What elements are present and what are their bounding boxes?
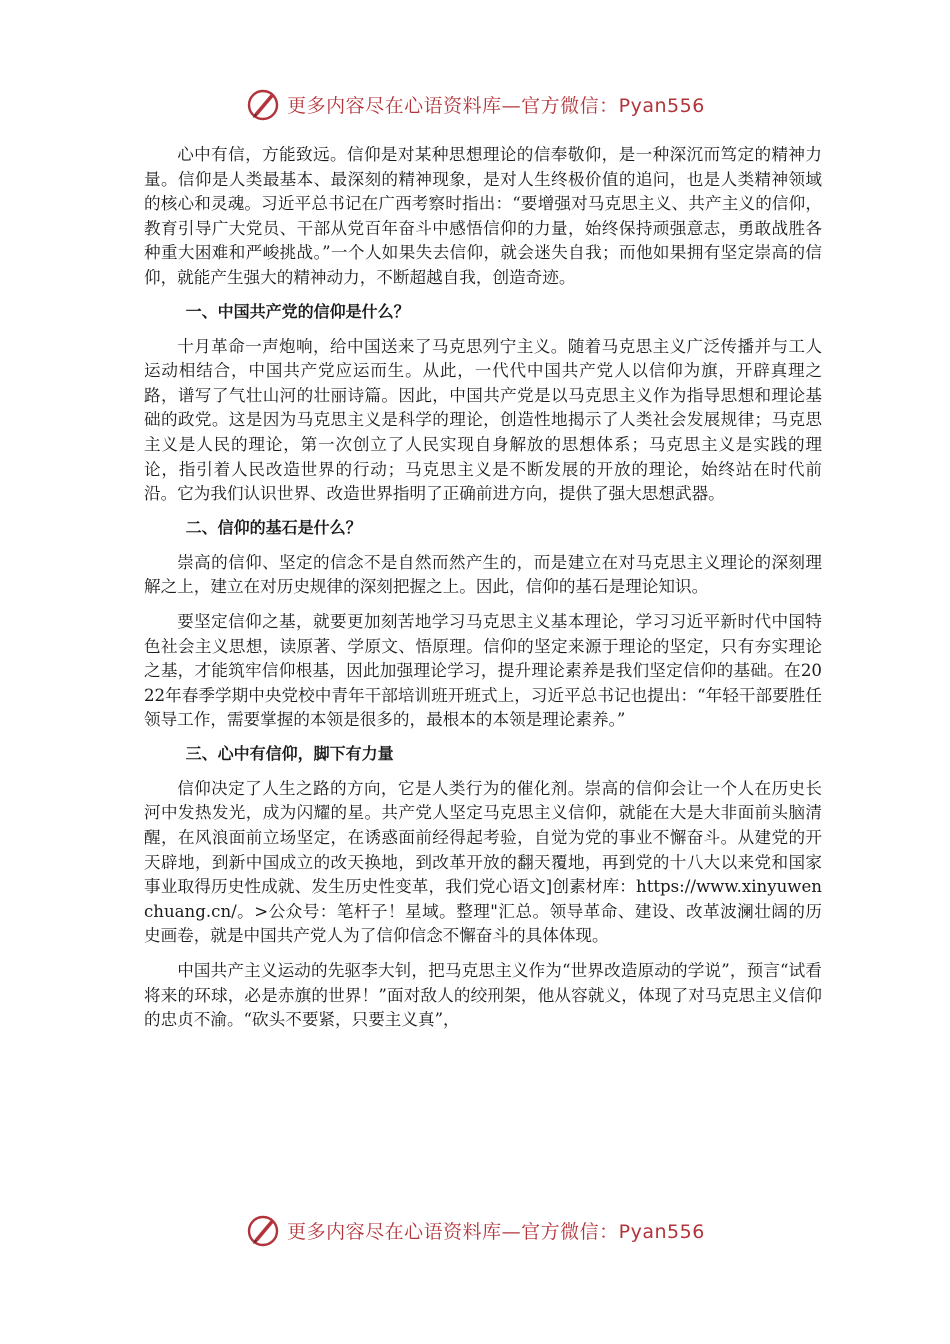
pen-logo-icon <box>245 1212 281 1248</box>
document-body <box>144 143 822 1043</box>
header-banner <box>0 82 950 126</box>
paragraph: 要坚定信仰之基，就要更加刻苦地学习马克思主义基本理论，学习习近平新时代中国特色社会主义思想，读原著、学原文、悟原理。信仰的坚定来源于理论的坚定，只有夯实理论之基，才能筑牢信仰根基，因此加强理论学习，提升理论素养是我们坚定信仰的基础。在2022年春季学期中央党校中青年干部培训班开班式上，习近平总书记也提出：“年轻干部要胜任领导工作，需要掌握的本领是很多的，最根本的本领是理论素养。” <box>144 611 822 730</box>
paragraph: 崇高的信仰、坚定的信念不是自然而然产生的，而是建立在对马克思主义理论的深刻理解之上，建立在对历史规律的深刻把握之上。因此，信仰的基石是理论知识。 <box>144 552 822 597</box>
pen-logo-icon <box>245 86 281 122</box>
section-heading: 二、信仰的基石是什么？ <box>185 517 362 537</box>
banner-text: 更多内容尽在心语资料库—官方微信：Pyan556 <box>287 1220 705 1243</box>
footer-banner <box>0 1208 950 1252</box>
paragraph: 信仰决定了人生之路的方向，它是人类行为的催化剂。崇高的信仰会让一个人在历史长河中发热发光，成为闪耀的星。共产党人坚定马克思主义信仰，就能在大是大非面前头脑清醒，在风浪面前立场坚定，在诱惑面前经得起考验，自觉为党的事业不懈奋斗。从建党的开天辟地，到新中国成立的改天换地，到改革开放的翻天覆地，再到党的十八大以来党和国家事业取得历史性成就、发生历史性变革，我们党心语文]创素材库：https://www.xinyuwenchuang.cn/。>公众号：笔杆子！星域。整理"汇总。领导革命、建设、改革波澜壮阔的历史画卷，就是中国共产党人为了信仰信念不懈奋斗的具体体现。 <box>144 778 822 946</box>
paragraph: 十月革命一声炮响，给中国送来了马克思列宁主义。随着马克思主义广泛传播并与工人运动相结合，中国共产党应运而生。从此，一代代中国共产党人以信仰为旗，开辟真理之路，谱写了气壮山河的壮丽诗篇。因此，中国共产党是以马克思主义作为指导思想和理论基础的政党。这是因为马克思主义是科学的理论，创造性地揭示了人类社会发展规律；马克思主义是人民的理论，第一次创立了人民实现自身解放的思想体系；马克思主义是实践的理论，指引着人民改造世界的行动；马克思主义是不断发展的开放的理论，始终站在时代前沿。它为我们认识世界、改造世界指明了正确前进方向，提供了强大思想武器。 <box>144 336 822 504</box>
wechat-id: Pyan556 <box>618 1220 705 1243</box>
banner-text: 更多内容尽在心语资料库—官方微信：Pyan556 <box>287 94 705 117</box>
paragraph: 心中有信，方能致远。信仰是对某种思想理论的信奉敬仰，是一种深沉而笃定的精神力量。信仰是人类最基本、最深刻的精神现象，是对人生终极价值的追问，也是人类精神领域的核心和灵魂。习近平总书记在广西考察时指出：“要增强对马克思主义、共产主义的信仰，教育引导广大党员、干部从党百年奋斗中感悟信仰的力量，始终保持顽强意志，勇敢战胜各种重大困难和严峻挑战。”一个人如果失去信仰，就会迷失自我；而他如果拥有坚定崇高的信仰，就能产生强大的精神动力，不断超越自我，创造奇迹。 <box>144 145 822 287</box>
wechat-id: Pyan556 <box>618 94 705 117</box>
paragraph: 中国共产主义运动的先驱李大钊，把马克思主义作为“世界改造原动的学说”，预言“试看将来的环球，必是赤旗的世界！”面对敌人的绞刑架，他从容就义，体现了对马克思主义信仰的忠贞不渝。“砍头不要紧，只要主义真”， <box>144 961 822 1030</box>
section-heading: 一、中国共产党的信仰是什么？ <box>185 301 410 321</box>
section-heading: 三、心中有信仰，脚下有力量 <box>185 743 394 763</box>
